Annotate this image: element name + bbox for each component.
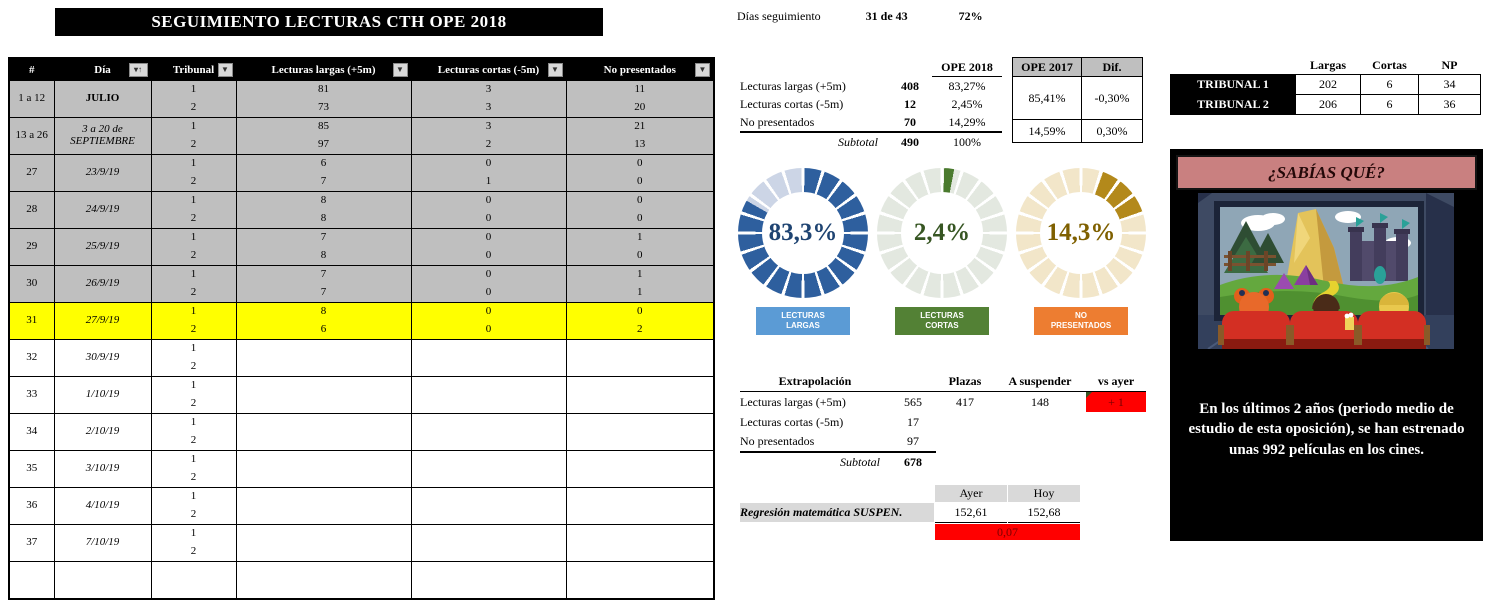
- cinema-illustration: [1198, 193, 1454, 349]
- largas-cell[interactable]: 8: [236, 192, 411, 211]
- tribunal-cell[interactable]: 2: [151, 247, 236, 266]
- cortas-cell[interactable]: [411, 358, 566, 377]
- np-header: NP: [1441, 58, 1458, 72]
- tribunal2-largas: 206: [1296, 95, 1361, 115]
- np-cell[interactable]: [566, 525, 714, 544]
- largas-header: Largas: [1310, 58, 1346, 72]
- largas-cell[interactable]: 6: [236, 321, 411, 340]
- extrapolation-table: [740, 371, 1146, 472]
- tribunal1-np: 34: [1419, 75, 1481, 95]
- table-header-row: [9, 58, 714, 81]
- largas-cell[interactable]: 8: [236, 210, 411, 229]
- cortas-cell[interactable]: 0: [411, 247, 566, 266]
- largas-cell[interactable]: 85: [236, 118, 411, 137]
- donut-chart: [735, 168, 871, 335]
- col-header-cortas: Lecturas cortas (-5m) ▼: [411, 58, 566, 81]
- np-cell[interactable]: 1: [566, 266, 714, 285]
- chart-legend-button[interactable]: LECTURAS LARGAS: [756, 307, 850, 335]
- did-you-know-title: ¿SABÍAS QUÉ?: [1176, 155, 1477, 190]
- tribunal-cell[interactable]: 2: [151, 136, 236, 155]
- tribunal-cell[interactable]: 1: [151, 414, 236, 433]
- row-range-cell[interactable]: 28: [9, 192, 54, 229]
- row-range-cell[interactable]: 36: [9, 488, 54, 525]
- cortas-cell[interactable]: 0: [411, 192, 566, 211]
- np-cell[interactable]: 2: [566, 321, 714, 340]
- np-cell[interactable]: [566, 395, 714, 414]
- tribunal-cell[interactable]: 1: [151, 81, 236, 100]
- np-cell[interactable]: [566, 340, 714, 359]
- vs-ayer-header: vs ayer: [1097, 373, 1135, 388]
- row-range-cell[interactable]: [9, 562, 54, 600]
- date-cell[interactable]: 26/9/19: [54, 266, 151, 303]
- np-cell[interactable]: 0: [566, 173, 714, 192]
- np-cell[interactable]: 21: [566, 118, 714, 137]
- np-cell[interactable]: 0: [566, 210, 714, 229]
- largas-cell[interactable]: [236, 488, 411, 507]
- row-range-cell[interactable]: 27: [9, 155, 54, 192]
- tracking-label: Días seguimiento: [737, 9, 821, 23]
- cortas-cell[interactable]: [411, 543, 566, 562]
- row-range-cell[interactable]: 29: [9, 229, 54, 266]
- date-cell[interactable]: 23/9/19: [54, 155, 151, 192]
- plazas-header: Plazas: [948, 373, 982, 388]
- date-cell[interactable]: 3 a 20 de SEPTIEMBRE: [54, 118, 151, 155]
- tribunal2-cortas: 6: [1361, 95, 1419, 115]
- ope2017-header: OPE 2017: [1013, 58, 1082, 77]
- summary-table: [740, 58, 1002, 151]
- tribunal1-cortas: 6: [1361, 75, 1419, 95]
- summary-subtotal-label: Subtotal: [837, 134, 878, 149]
- np-cell[interactable]: 0: [566, 303, 714, 322]
- ope2017-np-value: 14,59%: [1013, 120, 1082, 143]
- np-cell[interactable]: 11: [566, 81, 714, 100]
- extra-row-value: 17: [907, 414, 919, 429]
- hoy-header: Hoy: [1008, 485, 1080, 502]
- a-suspender-value: 148: [1031, 394, 1049, 409]
- summary-row-pct: 83,27%: [948, 78, 986, 93]
- np-cell[interactable]: [566, 562, 714, 581]
- largas-cell[interactable]: [236, 506, 411, 525]
- extra-subtotal-value: 678: [904, 454, 922, 469]
- cortas-cell[interactable]: 0: [411, 229, 566, 248]
- extra-subtotal-label: Subtotal: [839, 454, 880, 469]
- vs-ayer-alert-cell: + 1: [1086, 392, 1146, 412]
- cortas-cell[interactable]: [411, 451, 566, 470]
- tribunal-cell[interactable]: 2: [151, 321, 236, 340]
- cortas-cell[interactable]: 0: [411, 155, 566, 174]
- filter-dropdown-icon[interactable]: ▼: [548, 63, 563, 77]
- summary-row-label: Lecturas cortas (-5m): [740, 96, 844, 111]
- summary-subtotal-value: 490: [901, 134, 919, 149]
- largas-cell[interactable]: [236, 395, 411, 414]
- cortas-cell[interactable]: [411, 432, 566, 451]
- np-cell[interactable]: 0: [566, 155, 714, 174]
- tribunal2-label: TRIBUNAL 2: [1171, 95, 1296, 115]
- tribunal-cell[interactable]: 2: [151, 358, 236, 377]
- cortas-cell[interactable]: [411, 377, 566, 396]
- largas-cell[interactable]: 8: [236, 303, 411, 322]
- np-cell[interactable]: [566, 358, 714, 377]
- col-header-np: No presentados ▼: [566, 58, 714, 81]
- date-cell[interactable]: JULIO: [54, 81, 151, 118]
- np-cell[interactable]: [566, 432, 714, 451]
- np-cell[interactable]: 1: [566, 284, 714, 303]
- tribunal1-largas: 202: [1296, 75, 1361, 95]
- cortas-cell[interactable]: [411, 414, 566, 433]
- np-cell[interactable]: [566, 414, 714, 433]
- cortas-cell[interactable]: [411, 580, 566, 599]
- summary-row-value: 70: [888, 113, 932, 133]
- cortas-cell[interactable]: 0: [411, 210, 566, 229]
- largas-cell[interactable]: 7: [236, 173, 411, 192]
- did-you-know-fact: En los últimos 2 años (periodo medio de estudio de esta oposición), se han estrenado unas 992 películas en los cines.: [1188, 401, 1465, 458]
- date-cell[interactable]: 27/9/19: [54, 303, 151, 340]
- largas-cell[interactable]: [236, 358, 411, 377]
- largas-cell[interactable]: 7: [236, 229, 411, 248]
- np-cell[interactable]: 13: [566, 136, 714, 155]
- tribunal-cell[interactable]: 2: [151, 284, 236, 303]
- col-header-day: Día ▾↑: [54, 58, 151, 81]
- cortas-header: Cortas: [1372, 58, 1407, 72]
- np-cell[interactable]: [566, 506, 714, 525]
- summary-row-pct: 14,29%: [932, 113, 1002, 133]
- date-cell[interactable]: 24/9/19: [54, 192, 151, 229]
- tribunal-cell[interactable]: 2: [151, 469, 236, 488]
- summary-row-value: 408: [901, 78, 919, 93]
- filter-dropdown-icon[interactable]: ▼: [393, 63, 408, 77]
- tracking-percent: 72%: [958, 9, 983, 23]
- row-range-cell[interactable]: 32: [9, 340, 54, 377]
- tribunal-cell[interactable]: 2: [151, 543, 236, 562]
- tribunal-cell[interactable]: 2: [151, 432, 236, 451]
- donut-percent-label: 2,4%: [913, 219, 971, 246]
- donut-ring: [1016, 168, 1146, 298]
- row-range-cell[interactable]: 34: [9, 414, 54, 451]
- largas-cell[interactable]: [236, 414, 411, 433]
- ope2017-comparison-table: [1012, 57, 1143, 143]
- sort-filter-icon[interactable]: ▾↑: [129, 63, 148, 77]
- np-cell[interactable]: [566, 377, 714, 396]
- cortas-cell[interactable]: [411, 562, 566, 581]
- tribunal-cell[interactable]: 1: [151, 377, 236, 396]
- page-title: SEGUIMIENTO LECTURAS CTH OPE 2018: [55, 8, 603, 36]
- summary-row-label: Lecturas largas (+5m): [740, 78, 846, 93]
- row-range-cell[interactable]: 13 a 26: [9, 118, 54, 155]
- cortas-cell[interactable]: 0: [411, 303, 566, 322]
- readings-table: [8, 57, 715, 600]
- largas-cell[interactable]: [236, 543, 411, 562]
- date-cell[interactable]: 25/9/19: [54, 229, 151, 266]
- cortas-cell[interactable]: 0: [411, 266, 566, 285]
- tribunal-cell[interactable]: 2: [151, 395, 236, 414]
- extra-row-label: No presentados: [740, 431, 890, 453]
- date-cell[interactable]: 30/9/19: [54, 340, 151, 377]
- cortas-cell[interactable]: [411, 469, 566, 488]
- summary-row-pct: 2,45%: [951, 96, 983, 111]
- date-cell[interactable]: 2/10/19: [54, 414, 151, 451]
- col-header-largas: Lecturas largas (+5m) ▼: [236, 58, 411, 81]
- donut-ring: [738, 168, 868, 298]
- chart-legend-button[interactable]: LECTURAS CORTAS: [895, 307, 989, 335]
- did-you-know-panel: [1170, 149, 1483, 541]
- a-suspender-header: A suspender: [1008, 373, 1072, 388]
- np-cell[interactable]: 20: [566, 99, 714, 118]
- tribunal-cell[interactable]: 1: [151, 155, 236, 174]
- np-cell[interactable]: 0: [566, 192, 714, 211]
- tribunal-cell[interactable]: 2: [151, 173, 236, 192]
- row-range-cell[interactable]: 30: [9, 266, 54, 303]
- tribunal-cell[interactable]: 2: [151, 210, 236, 229]
- filter-dropdown-icon[interactable]: ▼: [695, 63, 710, 77]
- largas-cell[interactable]: 73: [236, 99, 411, 118]
- regression-dif-alert-cell: 0,07: [935, 524, 1080, 540]
- row-range-cell[interactable]: 37: [9, 525, 54, 562]
- donut-center: [762, 192, 844, 274]
- extra-row-value: 97: [890, 431, 936, 453]
- cortas-cell[interactable]: 0: [411, 321, 566, 340]
- np-cell[interactable]: [566, 469, 714, 488]
- np-cell[interactable]: [566, 451, 714, 470]
- col-header-num: #: [9, 58, 54, 81]
- np-cell[interactable]: 0: [566, 247, 714, 266]
- cortas-cell[interactable]: 3: [411, 99, 566, 118]
- np-cell[interactable]: [566, 488, 714, 507]
- tribunal-cell[interactable]: 2: [151, 506, 236, 525]
- dif-np-value: 0,30%: [1082, 120, 1143, 143]
- row-range-cell[interactable]: 31: [9, 303, 54, 340]
- cortas-cell[interactable]: [411, 488, 566, 507]
- summary-col-header: OPE 2018: [932, 58, 1002, 77]
- donut-chart: [874, 168, 1010, 335]
- largas-cell[interactable]: 7: [236, 266, 411, 285]
- largas-cell[interactable]: [236, 580, 411, 599]
- tribunal-cell[interactable]: 2: [151, 99, 236, 118]
- ope2017-merged-value: 85,41%: [1013, 77, 1082, 120]
- summary-row-label: No presentados: [740, 113, 888, 133]
- plazas-value: 417: [956, 394, 974, 409]
- regression-ayer-value: 152,61: [935, 503, 1007, 523]
- date-cell[interactable]: 1/10/19: [54, 377, 151, 414]
- tribunal-cell[interactable]: 1: [151, 525, 236, 544]
- tribunal-cell[interactable]: 1: [151, 488, 236, 507]
- cortas-cell[interactable]: 3: [411, 118, 566, 137]
- largas-cell[interactable]: 6: [236, 155, 411, 174]
- donut-ring: [877, 168, 1007, 298]
- tribunal-cell[interactable]: 1: [151, 340, 236, 359]
- largas-cell[interactable]: [236, 469, 411, 488]
- tracking-value: 31 de 43: [865, 9, 908, 23]
- largas-cell[interactable]: [236, 562, 411, 581]
- tribunal2-np: 36: [1419, 95, 1481, 115]
- col-header-tribunal: Tribunal ▼: [151, 58, 236, 81]
- regression-label: Regresión matemática SUSPEN.: [740, 503, 934, 522]
- extra-row-label: Lecturas cortas (-5m): [740, 414, 844, 429]
- tribunal-cell[interactable]: [151, 562, 236, 581]
- largas-cell[interactable]: 7: [236, 284, 411, 303]
- donut-percent-label: 14,3%: [1046, 219, 1116, 246]
- np-cell[interactable]: [566, 580, 714, 599]
- np-cell[interactable]: 1: [566, 229, 714, 248]
- tribunal-cell[interactable]: 1: [151, 303, 236, 322]
- dif-header: Dif.: [1082, 58, 1143, 77]
- ayer-header: Ayer: [935, 485, 1007, 502]
- donut-chart: [1013, 168, 1149, 335]
- largas-cell[interactable]: 81: [236, 81, 411, 100]
- donut-center: [1040, 192, 1122, 274]
- tribunal-cell[interactable]: 1: [151, 266, 236, 285]
- dif-merged-value: -0,30%: [1082, 77, 1143, 120]
- cortas-cell[interactable]: 3: [411, 81, 566, 100]
- largas-cell[interactable]: [236, 525, 411, 544]
- tribunal-cell[interactable]: [151, 580, 236, 599]
- tracking-summary: [737, 9, 983, 24]
- largas-cell[interactable]: 8: [236, 247, 411, 266]
- date-cell[interactable]: 3/10/19: [54, 451, 151, 488]
- largas-cell[interactable]: [236, 451, 411, 470]
- largas-cell[interactable]: 97: [236, 136, 411, 155]
- row-range-cell[interactable]: 1 a 12: [9, 81, 54, 118]
- largas-cell[interactable]: [236, 340, 411, 359]
- tribunal-cell[interactable]: 1: [151, 451, 236, 470]
- largas-cell[interactable]: [236, 377, 411, 396]
- tribunal-cell[interactable]: 1: [151, 229, 236, 248]
- cortas-cell[interactable]: [411, 395, 566, 414]
- tribunal-cell[interactable]: 1: [151, 192, 236, 211]
- filter-dropdown-icon[interactable]: ▼: [218, 63, 233, 77]
- donut-center: [901, 192, 983, 274]
- extrapolation-title: Extrapolación: [778, 373, 852, 388]
- summary-row-value: 12: [904, 96, 916, 111]
- tribunal1-label: TRIBUNAL 1: [1171, 75, 1296, 95]
- tribunal-cell[interactable]: 1: [151, 118, 236, 137]
- regression-block: [740, 485, 1144, 541]
- cortas-cell[interactable]: [411, 506, 566, 525]
- chart-legend-button[interactable]: NO PRESENTADOS: [1034, 307, 1128, 335]
- row-range-cell[interactable]: 33: [9, 377, 54, 414]
- cortas-cell[interactable]: [411, 525, 566, 544]
- extra-row-value: 565: [904, 394, 922, 409]
- cortas-cell[interactable]: [411, 340, 566, 359]
- tribunal-totals-table: [1170, 57, 1481, 115]
- row-range-cell[interactable]: 35: [9, 451, 54, 488]
- np-cell[interactable]: [566, 543, 714, 562]
- cortas-cell[interactable]: 2: [411, 136, 566, 155]
- date-cell[interactable]: [54, 562, 151, 600]
- largas-cell[interactable]: [236, 432, 411, 451]
- donut-percent-label: 83,3%: [768, 219, 838, 246]
- summary-subtotal-pct: 100%: [953, 134, 981, 149]
- regression-hoy-value: 152,68: [1008, 503, 1080, 523]
- cortas-cell[interactable]: 0: [411, 284, 566, 303]
- date-cell[interactable]: 7/10/19: [54, 525, 151, 562]
- cortas-cell[interactable]: 1: [411, 173, 566, 192]
- extra-row-label: Lecturas largas (+5m): [740, 394, 846, 409]
- date-cell[interactable]: 4/10/19: [54, 488, 151, 525]
